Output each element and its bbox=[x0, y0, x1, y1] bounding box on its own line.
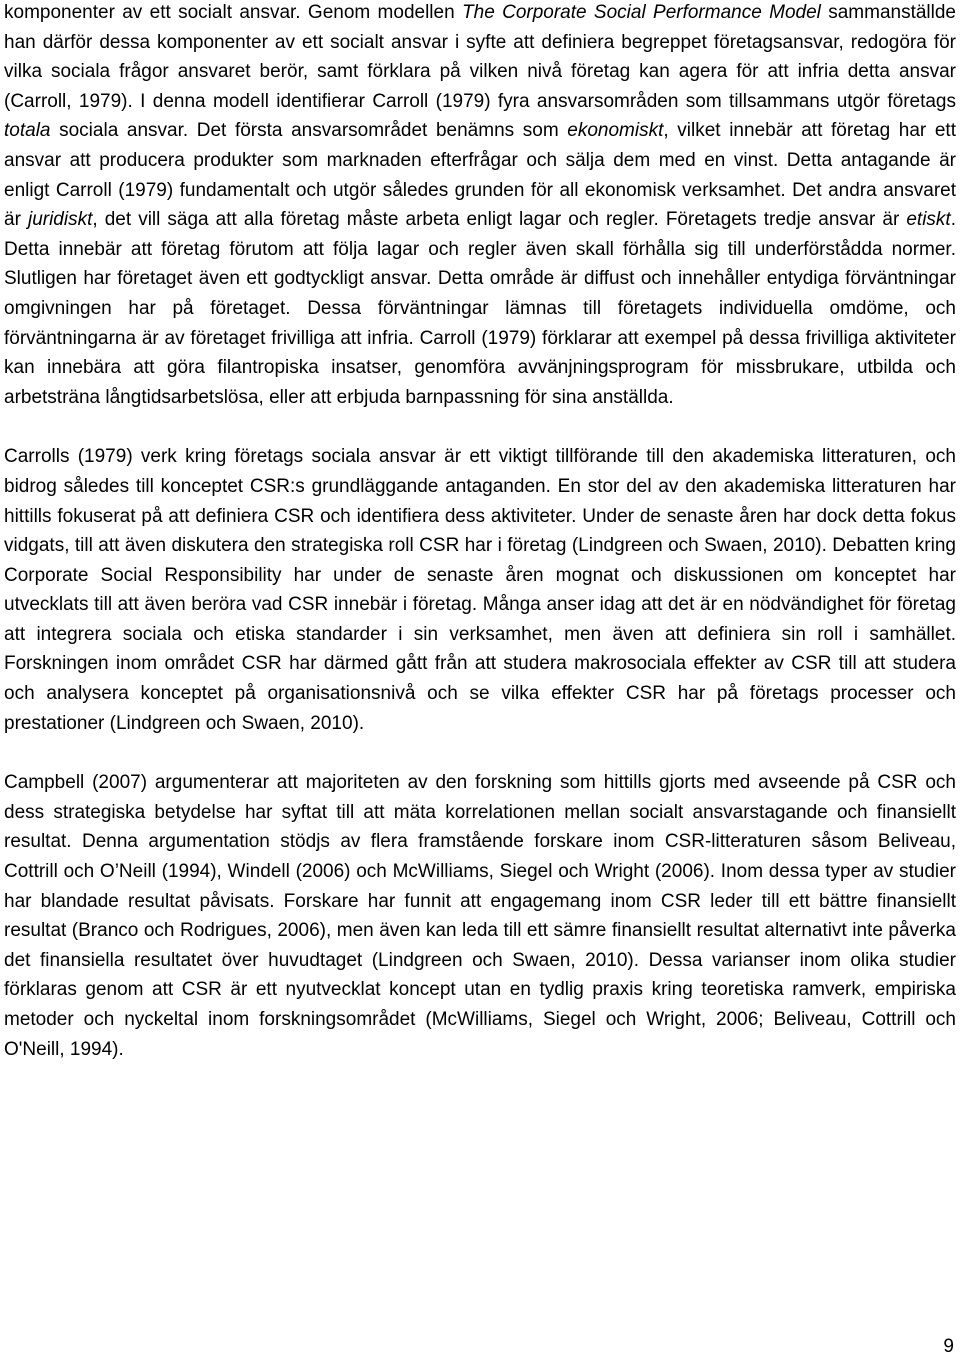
text-run: , det vill säga att alla företag måste arbeta enligt lagar och regler. Företagets tredje ansvar är bbox=[92, 209, 907, 231]
text-run: sammanställde han därför dessa komponenter av ett socialt ansvar i syfte att definiera begreppet företagsansvar, redogöra för vilka sociala frågor ansvaret berör, samt förklara på vilken nivå företag kan agera för att infria detta ansvar (Carroll, 1979). I denna modell identifierar Carroll (1979) fyra ansvarsområden som tillsammans utgör företags bbox=[4, 2, 956, 112]
page-number: 9 bbox=[943, 1336, 954, 1357]
text-run: sociala ansvar. Det första ansvarsområdet benämns som bbox=[50, 120, 568, 142]
italic-term-etiskt: etiskt bbox=[906, 209, 951, 231]
italic-term-totala: totala bbox=[4, 120, 51, 142]
italic-term-ekonomiskt: ekonomiskt bbox=[567, 120, 664, 142]
paragraph-csr-literature: Carrolls (1979) verk kring företags sociala ansvar är ett viktigt tillförande till den akademiska litteraturen, och bidrog således till konceptet CSR:s grundläggande antaganden. En stor del av den akademiska litteraturen har hittills fokuserat på att definiera CSR och identifiera dess aktiviteter. Under de senaste åren har dock detta fokus vidgats, till att även diskutera den strategiska roll CSR har i företag (Lindgreen och Swaen, 2010). Debatten kring Corporate Social Responsibility har under de senaste åren mognat och diskussionen om konceptet har utvecklats till att även beröra vad CSR innebär i företag. Många anser idag att det är en nödvändighet för företag att integrera sociala och etiska standarder i sin verksamhet, men även att definiera sin roll i samhället. Forskningen inom området CSR har därmed gått från att studera makrosociala effekter av CSR till att studera och analysera konceptet på organisationsnivå och se vilka effekter CSR har på företags processer och prestationer (Lindgreen och Swaen, 2010). bbox=[4, 446, 956, 734]
document-page bbox=[4, 0, 956, 1064]
paragraph-carroll-model bbox=[4, 0, 956, 412]
paragraph-campbell-research: Campbell (2007) argumenterar att majoriteten av den forskning som hittills gjorts med avseende på CSR och dess strategiska betydelse har syftat till att mäta korrelationen mellan socialt ansvarstagande och finansiellt resultat. Denna argumentation stödjs av flera framstående forskare inom CSR-litteraturen såsom Beliveau, Cottrill och O’Neill (1994), Windell (2006) och McWilliams, Siegel och Wright (2006). Inom dessa typer av studier har blandade resultat påvisats. Forskare har funnit att engagemang inom CSR leder till ett bättre finansiellt resultat (Branco och Rodrigues, 2006), men även kan leda till ett sämre finansiellt resultat alternativt inte påverka det finansiella resultatet över huvudtaget (Lindgreen och Swaen, 2010). Dessa varianser inom olika studier förklaras genom att CSR är ett nyutvecklat koncept utan en tydlig praxis kring teoretiska ramverk, empiriska metoder och nyckeltal inom forskningsområdet (McWilliams, Siegel och Wright, 2006; Beliveau, Cottrill och O'Neill, 1994). bbox=[4, 772, 956, 1060]
italic-model-title: The Corporate Social Performance Model bbox=[462, 2, 821, 23]
text-run: . Detta innebär att företag förutom att följa lagar och regler även skall förhålla sig till underförstådda normer. Slutligen har företaget även ett godtyckligt ansvar. Detta område är diffust och innehåller entydiga förväntningar omgivningen har på företaget. Dessa förväntningar lämnas till företagets individuella omdöme, och förväntningarna är av företaget frivilliga att infria. Carroll (1979) förklarar att exempel på dessa frivilliga aktiviteter kan innebära att göra filantropiska insatser, genomföra avvänjningsprogram för missbrukare, utbilda och arbetsträna långtidsarbetslösa, eller att erbjuda barnpassning för sina anställda. bbox=[4, 209, 956, 408]
italic-term-juridiskt: juridiskt bbox=[27, 209, 93, 231]
text-run: komponenter av ett socialt ansvar. Genom modellen bbox=[4, 2, 463, 23]
text-run: , vilket innebär att företag har ett ansvar att producera produkter som marknaden efterfrågar och sälja dem med en vinst. Detta antagande är enligt Carroll (1979) fundamentalt och utgör således grunden för all ekonomisk verksamhet. Det andra ansvaret är bbox=[4, 120, 956, 231]
